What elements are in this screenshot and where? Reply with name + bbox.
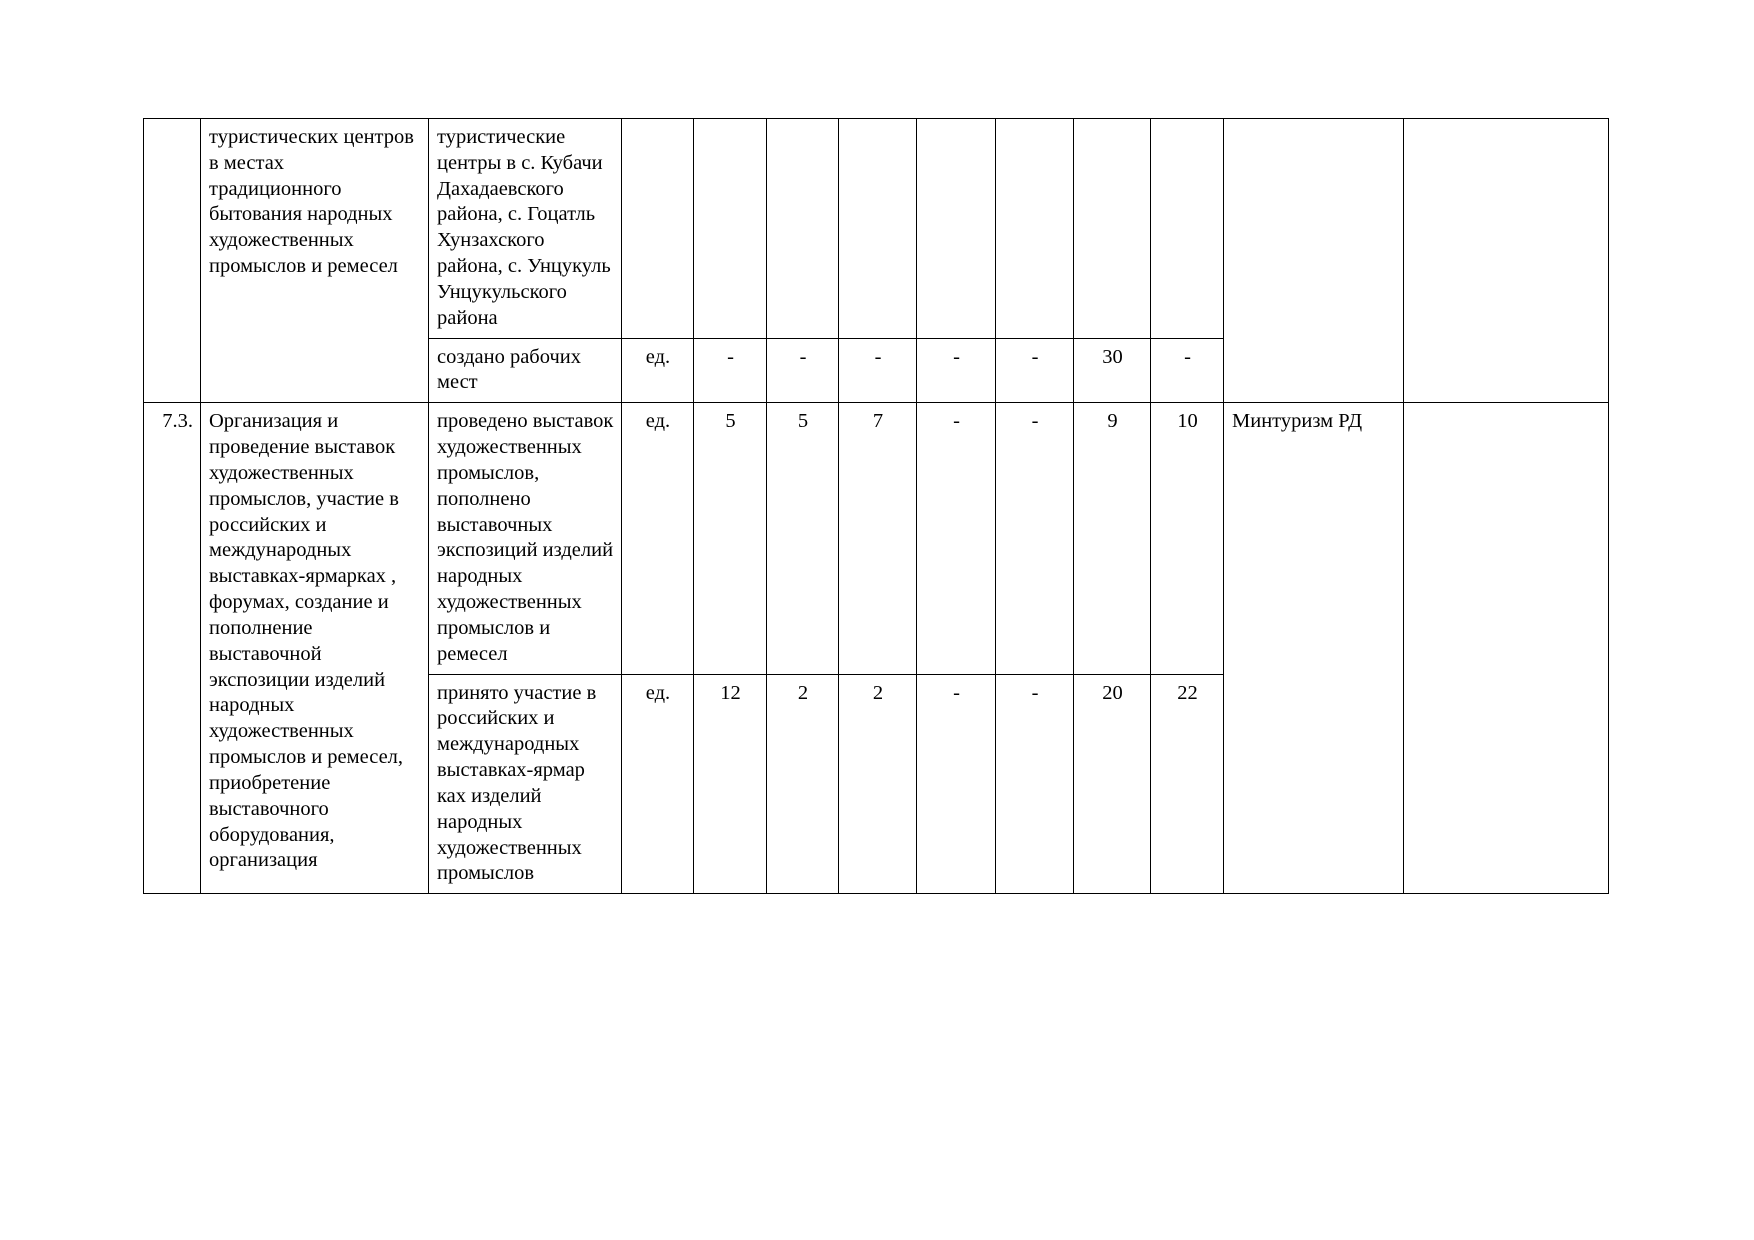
indicator-value: 22 xyxy=(1151,674,1224,894)
indicator-text: принято участие в российских и международных выставках-ярмар ках изделий народных художественных промыслов xyxy=(429,674,622,894)
indicator-value: - xyxy=(996,338,1074,403)
indicator-value: 5 xyxy=(694,403,767,674)
row-number: 7.3. xyxy=(144,403,201,894)
indicator-value xyxy=(839,119,917,339)
indicator-value: 9 xyxy=(1074,403,1151,674)
indicator-value: - xyxy=(917,674,996,894)
indicator-value xyxy=(996,119,1074,339)
indicator-value: - xyxy=(839,338,917,403)
indicator-value: 10 xyxy=(1151,403,1224,674)
indicator-value xyxy=(917,119,996,339)
indicator-text: туристические центры в с. Кубачи Дахадаевского района, с. Гоцатль Хунзахского района, с. Унцукуль Унцукульского района xyxy=(429,119,622,339)
responsible-executor xyxy=(1224,119,1404,403)
indicator-value: 7 xyxy=(839,403,917,674)
indicator-value: 2 xyxy=(767,674,839,894)
indicator-value: 30 xyxy=(1074,338,1151,403)
indicator-unit: ед. xyxy=(622,674,694,894)
indicator-value: - xyxy=(1151,338,1224,403)
notes-cell xyxy=(1404,403,1609,894)
notes-cell xyxy=(1404,119,1609,403)
indicator-unit xyxy=(622,119,694,339)
program-measures-table xyxy=(143,118,1609,894)
indicator-value: 5 xyxy=(767,403,839,674)
indicator-unit: ед. xyxy=(622,403,694,674)
indicator-value: 2 xyxy=(839,674,917,894)
indicator-text: проведено выставок художественных промыслов, пополнено выставочных экспозиций изделий народных художественных промыслов и ремесел xyxy=(429,403,622,674)
indicator-value xyxy=(694,119,767,339)
indicator-value xyxy=(1074,119,1151,339)
indicator-unit: ед. xyxy=(622,338,694,403)
responsible-executor: Минтуризм РД xyxy=(1224,403,1404,894)
indicator-value xyxy=(1151,119,1224,339)
table-row xyxy=(144,119,1609,339)
indicator-value: - xyxy=(917,403,996,674)
indicator-value: 20 xyxy=(1074,674,1151,894)
measure-name: Организация и проведение выставок художественных промыслов, участие в российских и международных выставках-ярмарках , форумах, создание и пополнение выставочной экспозиции изделий народных художественных промыслов и ремесел, приобретение выставочного оборудования, организация xyxy=(201,403,429,894)
indicator-value: - xyxy=(767,338,839,403)
measure-name: туристических центров в местах традиционного бытования народных художественных промыслов и ремесел xyxy=(201,119,429,403)
indicator-value: - xyxy=(996,403,1074,674)
indicator-value: - xyxy=(917,338,996,403)
indicator-value: 12 xyxy=(694,674,767,894)
table-row xyxy=(144,403,1609,674)
indicator-value xyxy=(767,119,839,339)
row-number xyxy=(144,119,201,403)
indicator-value: - xyxy=(996,674,1074,894)
indicator-value: - xyxy=(694,338,767,403)
indicator-text: создано рабочих мест xyxy=(429,338,622,403)
